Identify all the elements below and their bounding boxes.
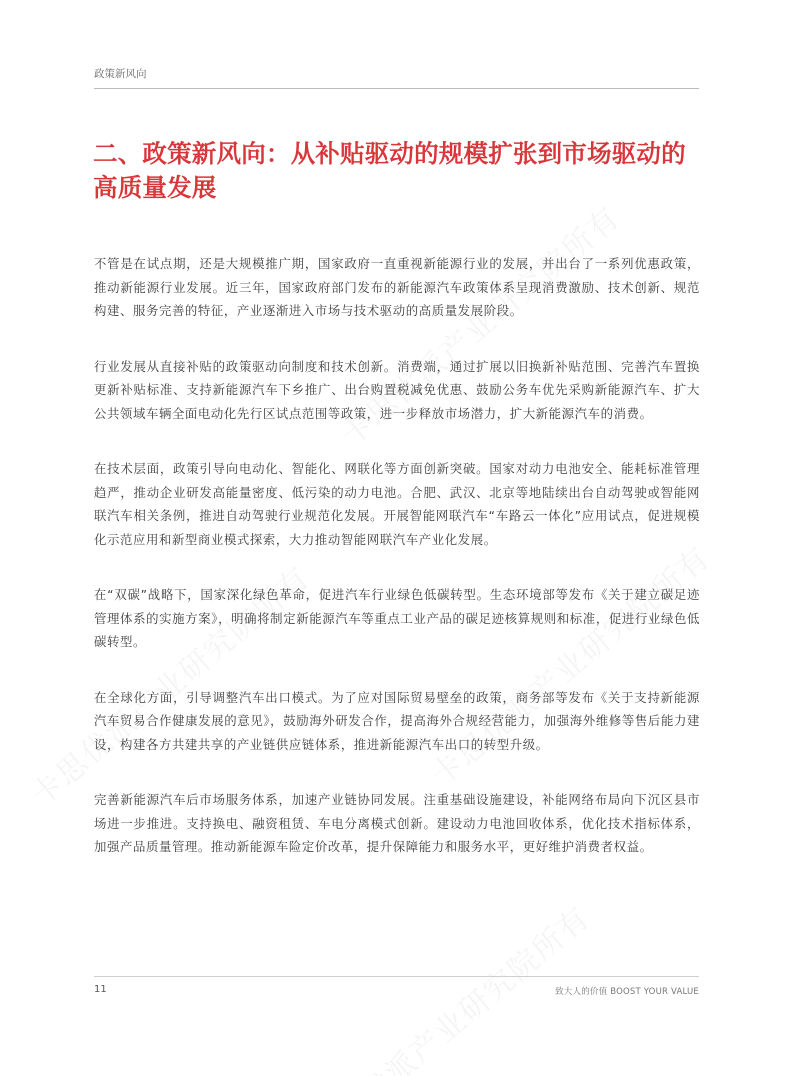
page-title: 二、政策新风向：从补贴驱动的规模扩张到市场驱动的高质量发展 bbox=[93, 139, 686, 202]
watermark-text bbox=[300, 894, 598, 1076]
body-paragraph: 在全球化方面，引导调整汽车出口模式。为了应对国际贸易壁垒的政策，商务部等发布《关于支持新能源汽车贸易合作健康发展的意见》，鼓励海外研发合作，提高海外合规经营能力，加强海外维修等售后能力建设，构建各方共建共享的产业链供应链体系，推进新能源汽车出口的转型升级。 bbox=[94, 689, 700, 752]
section-header-label: 政策新风向 bbox=[94, 68, 147, 80]
body-paragraph: 不管是在试点期，还是大规模推广期，国家政府一直重视新能源行业的发展，并出台了一系列优惠政策，推动新能源行业发展。近三年，国家政府部门发布的新能源汽车政策体系呈现消费激励、技术创新、规范构建、服务完善的特征，产业逐渐进入市场与技术驱动的高质量发展阶段。 bbox=[94, 256, 700, 318]
page-number: 11 bbox=[94, 984, 107, 995]
body-paragraph: 在“双碳”战略下，国家深化绿色革命，促进汽车行业绿色低碳转型。生态环境部等发布《关于建立碳足迹管理体系的实施方案》，明确将制定新能源汽车等重点工业产品的碳足迹核算规则和标准，促进行业绿色低碳转型。 bbox=[94, 587, 700, 649]
body-paragraph: 完善新能源汽车后市场服务体系，加速产业链协同发展。注重基础设施建设，补能网络布局向下沉区县市场进一步推进。支持换电、融资租赁、车电分离模式创新。建设动力电池回收体系，优化技术指标体系，加强产品质量管理。推动新能源车险定价改革，提升保障能力和服务水平，更好维护消费者权益。 bbox=[94, 792, 700, 854]
footer-slogan: 致大人的价值 BOOST YOUR VALUE bbox=[555, 987, 699, 997]
footer-divider bbox=[94, 976, 699, 977]
header-divider bbox=[94, 88, 699, 89]
body-paragraph: 在技术层面，政策引导向电动化、智能化、网联化等方面创新突破。国家对动力电池安全、能耗标准管理趋严，推动企业研发高能量密度、低污染的动力电池。合肥、武汉、北京等地陆续出台自动驾驶或智能网联汽车相关条例，推进自动驾驶行业规范化发展。开展智能网联汽车“车路云一体化”应用试点，促进规模化示范应用和新型商业模式探索，大力推动智能网联汽车产业化发展。 bbox=[94, 461, 700, 547]
body-paragraph: 行业发展从直接补贴的政策驱动向制度和技术创新。消费端，通过扩展以旧换新补贴范围、完善汽车置换更新补贴标准、支持新能源汽车下乡推广、出台购置税减免优惠、鼓励公务车优先采购新能源汽车、扩大公共领域车辆全面电动化先行区试点范围等政策，进一步释放市场潜力，扩大新能源汽车的消费。 bbox=[94, 358, 700, 421]
body-content bbox=[94, 252, 700, 891]
